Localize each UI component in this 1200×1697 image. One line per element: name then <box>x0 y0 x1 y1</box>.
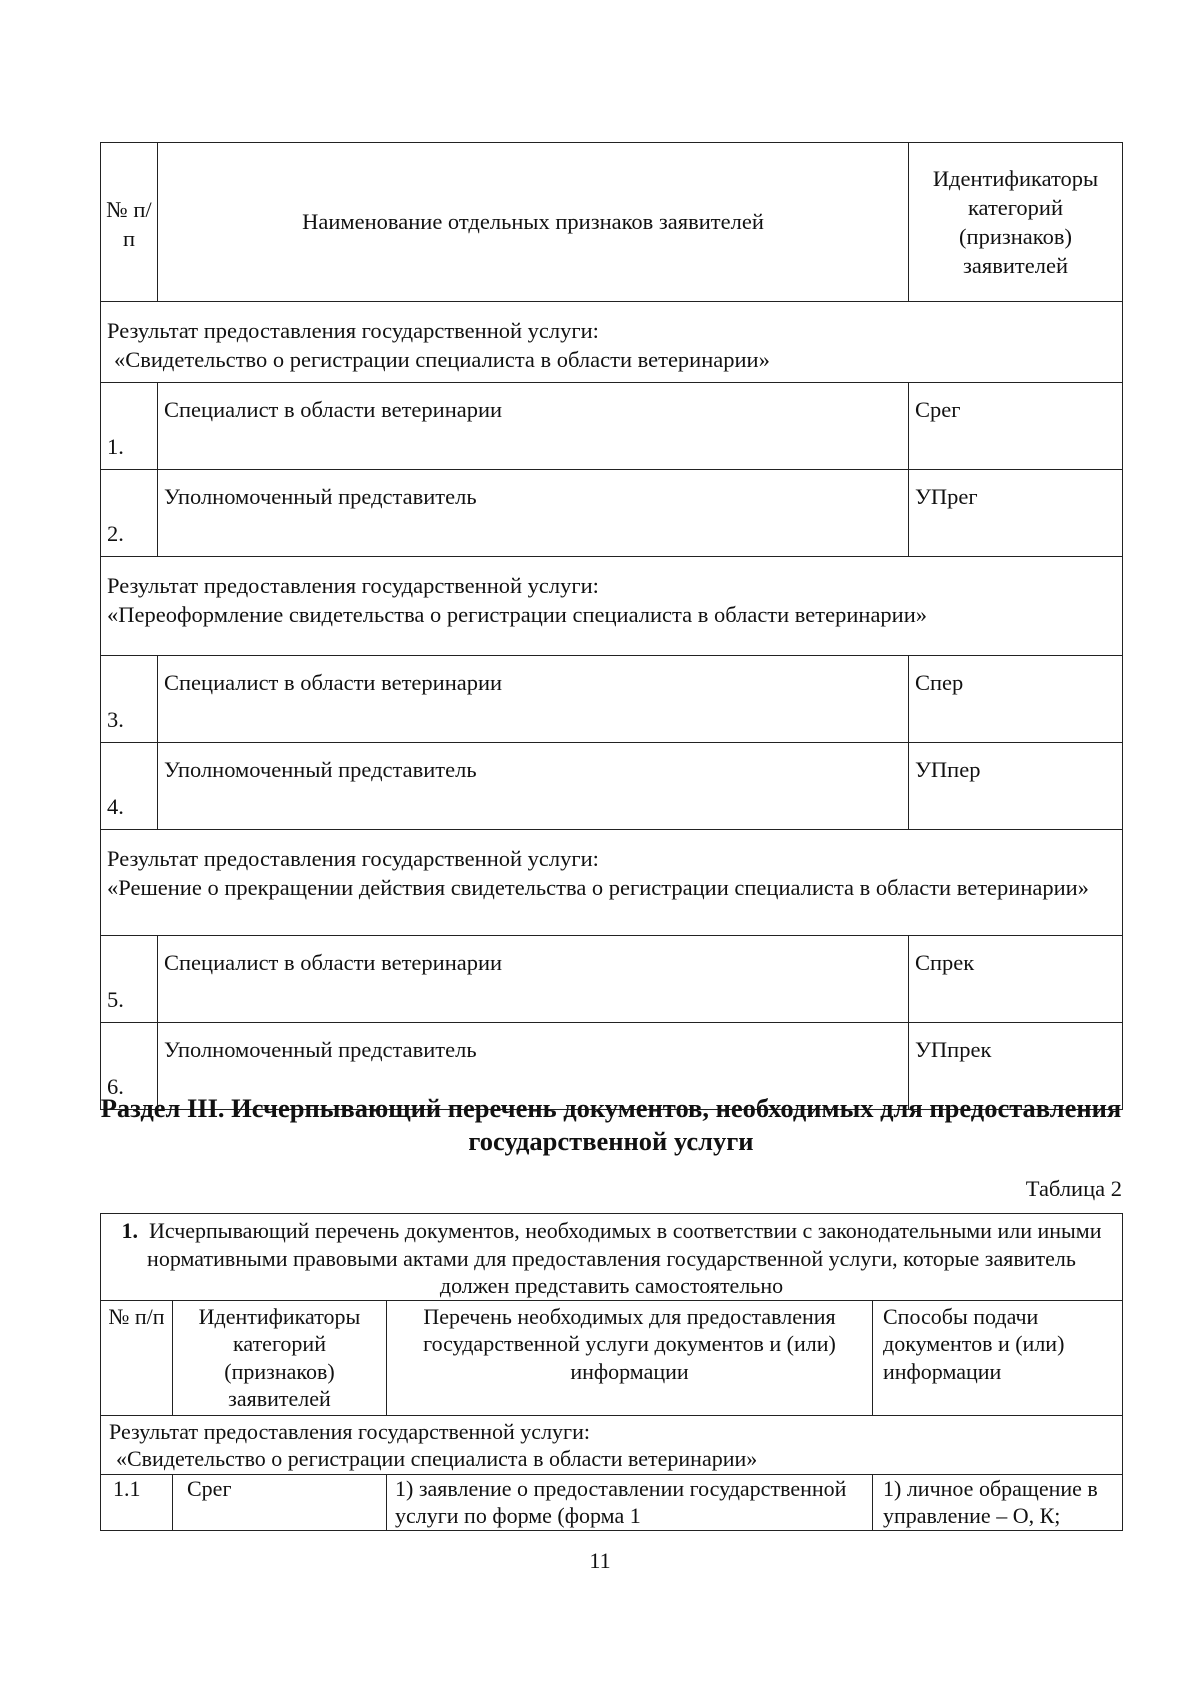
table2-row <box>101 1474 1123 1530</box>
row-submission-ways: 1) личное обращение в управление – О, К; <box>873 1474 1123 1530</box>
section-title-line1: Результат предоставления государственной услуги: <box>109 1418 590 1444</box>
table1-row <box>101 743 1123 830</box>
section-title-line2: «Решение о прекращении действия свидетельства о регистрации специалиста в области ветеринарии» <box>107 875 1089 900</box>
row-feature-name: Уполномоченный представитель <box>158 1023 909 1110</box>
section-title-line1: Результат предоставления государственной услуги: <box>107 846 599 871</box>
table1-header-ident: Идентификаторы категорий (признаков) заявителей <box>909 143 1123 302</box>
row-number: 1. <box>101 383 158 470</box>
row-document-list: 1) заявление о предоставлении государственной услуги по форме (форма 1 <box>387 1474 873 1530</box>
row-identifier: Срег <box>173 1474 387 1530</box>
table1-row <box>101 936 1123 1023</box>
table1-section-cell <box>101 302 1123 383</box>
table2-title-text: Исчерпывающий перечень документов, необходимых в соответствии с законодательными или иными нормативными правовыми актами для предоставления государственной услуги, которые заявитель должен представить самостоятельно <box>147 1218 1102 1298</box>
row-identifier: Спер <box>909 656 1123 743</box>
row-number: 3. <box>101 656 158 743</box>
table2-header-ident: Идентификаторы категорий (признаков) заявителей <box>173 1300 387 1415</box>
table2-title-row <box>101 1214 1123 1301</box>
table1-section-row <box>101 302 1123 383</box>
table2-section-cell <box>101 1415 1123 1474</box>
row-identifier: УПпер <box>909 743 1123 830</box>
row-identifier: УПпрек <box>909 1023 1123 1110</box>
section-title-line2: «Свидетельство о регистрации специалиста в области ветеринарии» <box>116 1446 758 1471</box>
table1-section-row <box>101 557 1123 656</box>
row-feature-name: Уполномоченный представитель <box>158 743 909 830</box>
table1-header-num: № п/п <box>101 143 158 302</box>
table2-title-cell <box>101 1214 1123 1301</box>
table1-row <box>101 383 1123 470</box>
row-number: 2. <box>101 470 158 557</box>
table-caption: Таблица 2 <box>1025 1176 1122 1201</box>
row-identifier: УПрег <box>909 470 1123 557</box>
row-number: 1.1 <box>101 1474 173 1530</box>
section-title-line2: «Переоформление свидетельства о регистрации специалиста в области ветеринарии» <box>107 602 928 627</box>
table2-header-ways: Способы подачи документов и (или) информации <box>873 1300 1123 1415</box>
section-title-line1: Результат предоставления государственной услуги: <box>107 573 599 598</box>
applicant-categories-table <box>100 142 1123 1110</box>
row-feature-name: Специалист в области ветеринарии <box>158 656 909 743</box>
row-number: 4. <box>101 743 158 830</box>
table1-row <box>101 656 1123 743</box>
row-feature-name: Специалист в области ветеринарии <box>158 383 909 470</box>
page-number: 11 <box>589 1548 611 1573</box>
table1-section-cell <box>101 830 1123 936</box>
row-feature-name: Уполномоченный представитель <box>158 470 909 557</box>
table1-row <box>101 470 1123 557</box>
table2-title-number: 1. <box>121 1218 138 1243</box>
table2-header-num: № п/п <box>101 1300 173 1415</box>
table1-section-row <box>101 830 1123 936</box>
row-identifier: Срег <box>909 383 1123 470</box>
section-title-line1: Результат предоставления государственной услуги: <box>107 318 599 343</box>
table2-header-row <box>101 1300 1123 1415</box>
table1-section-cell <box>101 557 1123 656</box>
row-number: 6. <box>101 1023 158 1110</box>
documents-table <box>100 1213 1123 1531</box>
table2-header-list: Перечень необходимых для предоставления государственной услуги документов и (или) информации <box>387 1300 873 1415</box>
table1-header-name: Наименование отдельных признаков заявителей <box>158 143 909 302</box>
row-feature-name: Специалист в области ветеринарии <box>158 936 909 1023</box>
row-identifier: Спрек <box>909 936 1123 1023</box>
section-title-line2: «Свидетельство о регистрации специалиста в области ветеринарии» <box>114 347 770 372</box>
table1-header-row <box>101 143 1123 302</box>
section-heading: Раздел III. Исчерпывающий перечень документов, необходимых для предоставления государственной услуги <box>100 1093 1122 1156</box>
table2-section-row <box>101 1415 1123 1474</box>
row-number: 5. <box>101 936 158 1023</box>
